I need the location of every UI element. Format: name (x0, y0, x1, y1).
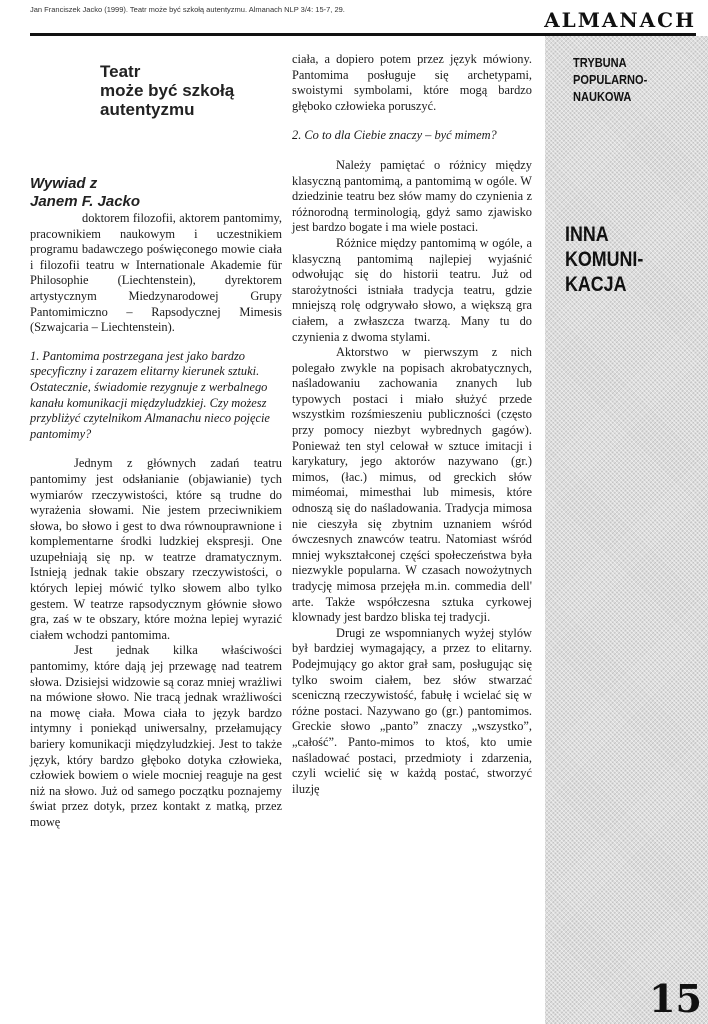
left-column (30, 60, 282, 831)
answer-2-paragraph: Różnice między pantomimą w ogóle, a klasyczną pantomimą najlepiej wyjaśnić odwołując się do historii teatru. Już od starożytności istniała tradycja teatru, gdzie mniejszą rolę odgrywało słowo, a większą gra ciałem, a zwłaszcza twarzą. Many tu do czynienia z dwoma stylami. (292, 235, 532, 344)
interview-heading-line: Janem F. Jacko (30, 193, 141, 210)
section-sidebar (545, 36, 708, 1024)
section-label (573, 54, 647, 105)
article-title-line: może być szkołą (100, 81, 235, 100)
answer-1-continuation: ciała, a dopiero potem przez język mówiony. Pantomima posługuje się archetypami, swoistymi symbolami, które mogą bardzo głęboko człowieka poruszyć. (292, 52, 532, 113)
topic-label-line: KOMUNI- (565, 248, 644, 271)
section-label-line: POPULARNO- (573, 72, 648, 87)
topic-label-line: KACJA (565, 273, 627, 296)
answer-2-paragraph: Aktorstwo w pierwszym z nich polegało zwykle na popisach akrobatycznych, naśladowaniu zachowania znanych lub typowych postaci i miało służyć przede wszystkim rozśmieszeniu publiczności (często przy pomocy niezbyt wybrednych gagów). Ponieważ ten styl celował w sztuce imitacji i karykatury, jego aktorów nazywano (gr.) mimos, (łac.) mimus, od greckich słów miméomai, mimesthai lub mimesis, które odnoszą się do naśladowania. Tradycja mimosa nie cieszyła się zbytnim uznaniem wśród ówczesnych znawców teatru. Natomiast wśród mniej wykształconej części społeczeństwa była niezwykle popularna. W czasach nowożytnych tradycję mimosa przejęła m.in. commedia dell' arte. Także współczesna sztuka cyrkowej klownady jest bardzo bliska tej tradycji. (292, 345, 532, 625)
intro-paragraph: doktorem filozofii, aktorem pantomimy, pracownikiem naukowym i uczestnikiem programu badawczego poświęconego mowie ciała i filozofii teatru w Internationale Akademie für Philosophie (Liechtenstein), dyrektorem artystycznym Miedzynarodowej Grupy Pantomimiczno – Rapsodycznej Mimesis (Szwajcaria – Liechtenstein). (30, 211, 282, 335)
article-title-line: autentyzmu (100, 100, 195, 119)
answer-2-paragraph: Drugi ze wspomnianych wyżej stylów był bardziej wymagający, a przez to elitarny. Podejmujący go aktor grał sam, posługując się tylko swoim ciałem, bez słów stwarzać sceniczną rzeczywistość, fabułę i wcielać się w różne postaci. Nazywano go (gr.) pantomimos. Greckie słowo „panto” znaczy „wszystko”, „całość”. Panto-mimos to ktoś, kto umie naśladować postaci, przedmioty i zdarzenia, czyli wcielić się w każdą postać, stworzyć iluzję (292, 625, 532, 796)
question-2: 2. Co to dla Ciebie znaczy – być mimem? (292, 128, 497, 143)
article-title (100, 62, 282, 119)
citation-line: Jan Franciszek Jacko (1999). Teatr może być szkołą autentyzmu. Almanach NLP 3/4: 15-7, 29. (30, 5, 345, 14)
topic-label-line: INNA (565, 223, 609, 246)
answer-1-paragraph: Jednym z głównych zadań teatru pantomimy jest odsłanianie (objawianie) tych wymiarów rzeczywistości, które są trudne do wyrażenia słowami. Nie jestem przeciwnikiem słowa, bo słowo i gest to dwa równouprawnione i komplementarne środki ludzkiej ekspresji. One uzupełniają się np. w teatrze dramatycznym. Istnieją jednak takie obszary rzeczywistości, o których lepiej mówić tylko słowem albo tylko gestem. W teatrze rapsodycznym głównie słowo gra, zaś w te obszary, które można lepiej wyrazić ciałem wchodzi pantomima. (30, 456, 282, 642)
question-1: 1. Pantomima postrzegana jest jako bardzo specyficzny i zarazem elitarny kierunek sztuki. Ostatecznie, świadomie rezygnuje z werbalnego kanału komunikacji międzyludzkiej. Czy możesz przybliżyć czytelnikom Almanachu nieco pojęcie pantomimy? (30, 348, 270, 441)
interview-heading (30, 175, 282, 211)
section-label-line: TRYBUNA (573, 55, 627, 70)
interview-heading-line: Wywiad z (30, 175, 98, 192)
page-number: 15 (649, 976, 702, 1021)
article-title-line: Teatr (100, 62, 141, 81)
magazine-title: ALMANACH (544, 8, 696, 32)
middle-column (292, 52, 532, 797)
answer-2-paragraph: Należy pamiętać o różnicy między klasyczną pantomimą, a pantomimą w ogóle. W dziedzinie teatru bez słów mamy do czynienia z różnorodną terminologią, gdyż samo zjawisko jest bardzo bogate i ma wiele postaci. (292, 157, 532, 235)
answer-1-paragraph: Jest jednak kilka właściwości pantomimy, które dają jej przewagę nad teatrem słowa. Dzisiejsi widzowie są coraz mniej wrażliwi na mówione słowo. Nie tracą jednak wrażliwości na mowę ciała. Mowa ciała to język bardzo intymny i poniekąd uniwersalny, przełamujący bariery komunikacji międzyludzkiej. Jest to także język, który bardzo głęboko dotyka człowieka, człowiek bowiem o wiele mocniej reaguje na gest niż na słowo. Już od samego początku poznajemy świat przez dotyk, przez kontakt z matką, przez mowę (30, 643, 282, 829)
section-label-line: NAUKOWA (573, 89, 632, 104)
topic-label (565, 222, 643, 297)
